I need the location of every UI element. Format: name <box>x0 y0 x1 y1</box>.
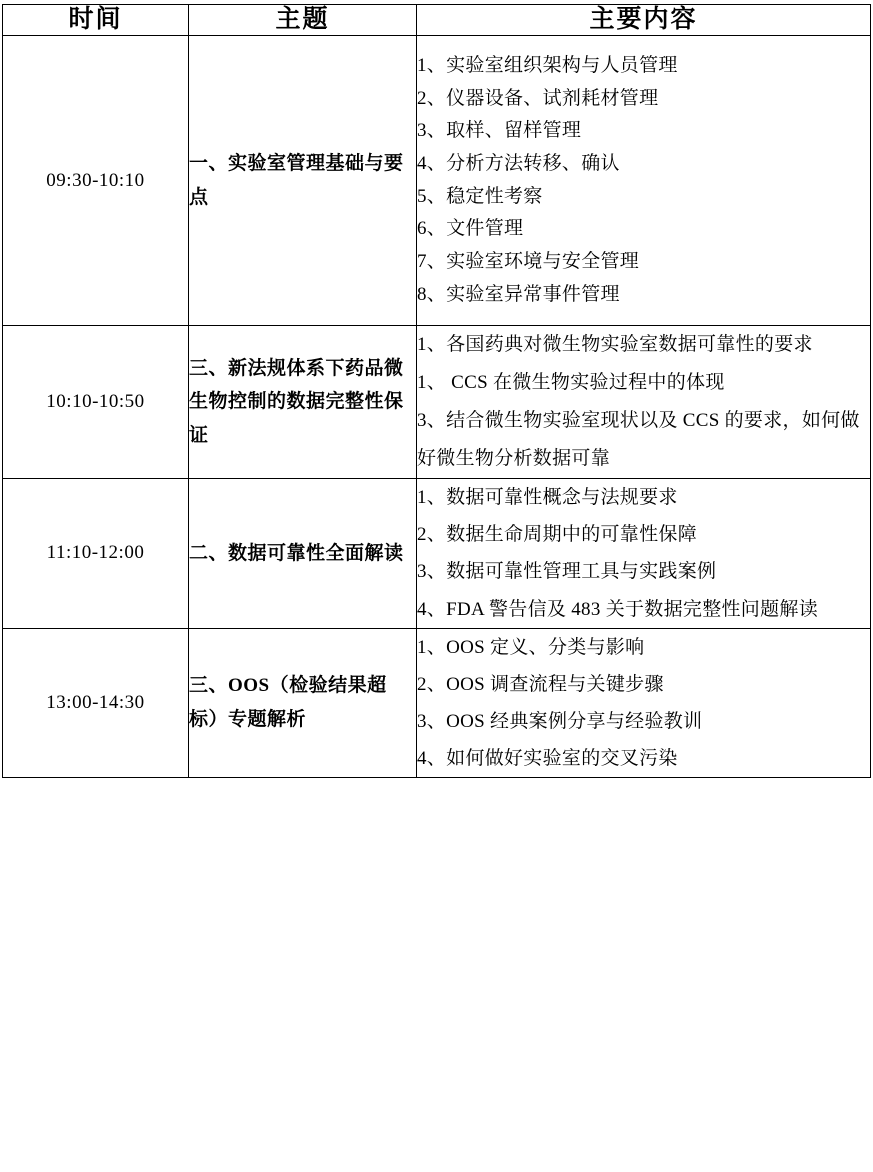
content-line: 8、实验室异常事件管理 <box>417 283 620 305</box>
table-row <box>3 326 871 479</box>
session-topic: 一、实验室管理基础与要点 <box>189 36 417 326</box>
content-line: 4、FDA 警告信及 483 关于数据完整性问题解读 <box>417 598 819 620</box>
session-time: 10:10-10:50 <box>3 326 189 479</box>
session-topic: 三、新法规体系下药品微生物控制的数据完整性保证 <box>189 326 417 479</box>
session-topic: 二、数据可靠性全面解读 <box>189 479 417 628</box>
content-line: 4、分析方法转移、确认 <box>417 153 620 175</box>
table-header-row <box>3 5 871 36</box>
session-content <box>417 479 871 628</box>
content-line: 2、仪器设备、试剂耗材管理 <box>417 87 659 109</box>
session-content <box>417 628 871 777</box>
content-line: 1、OOS 定义、分类与影响 <box>417 636 645 658</box>
training-schedule-table <box>2 4 871 778</box>
content-line: 1、实验室组织架构与人员管理 <box>417 55 678 76</box>
content-line: 1、各国药典对微生物实验室数据可靠性的要求 <box>417 334 813 356</box>
content-line: 2、数据生命周期中的可靠性保障 <box>417 524 698 546</box>
content-line: 6、文件管理 <box>417 218 524 240</box>
content-line: 3、数据可靠性管理工具与实践案例 <box>417 561 717 583</box>
content-line: 2、OOS 调查流程与关键步骤 <box>417 673 664 695</box>
content-line: 1、数据可靠性概念与法规要求 <box>417 487 678 509</box>
content-line: 4、如何做好实验室的交叉污染 <box>417 747 678 769</box>
column-header-topic: 主题 <box>189 5 417 36</box>
content-line: 3、取样、留样管理 <box>417 120 582 142</box>
session-time: 11:10-12:00 <box>3 479 189 628</box>
content-line: 1、 CCS 在微生物实验过程中的体现 <box>417 372 725 394</box>
session-content <box>417 36 871 326</box>
content-line: 5、稳定性考察 <box>417 185 543 207</box>
session-time: 13:00-14:30 <box>3 628 189 777</box>
table-row <box>3 479 871 628</box>
content-line: 3、结合微生物实验室现状以及 CCS 的要求，如何做好微生物分析数据可靠 <box>417 410 860 470</box>
session-topic: 三、OOS（检验结果超标）专题解析 <box>189 628 417 777</box>
column-header-content: 主要内容 <box>417 5 871 36</box>
column-header-time: 时间 <box>3 5 189 36</box>
content-line: 3、OOS 经典案例分享与经验教训 <box>417 710 703 732</box>
session-content <box>417 326 871 479</box>
session-time: 09:30-10:10 <box>3 36 189 326</box>
table-row <box>3 628 871 777</box>
table-row <box>3 36 871 326</box>
content-line: 7、实验室环境与安全管理 <box>417 251 640 273</box>
